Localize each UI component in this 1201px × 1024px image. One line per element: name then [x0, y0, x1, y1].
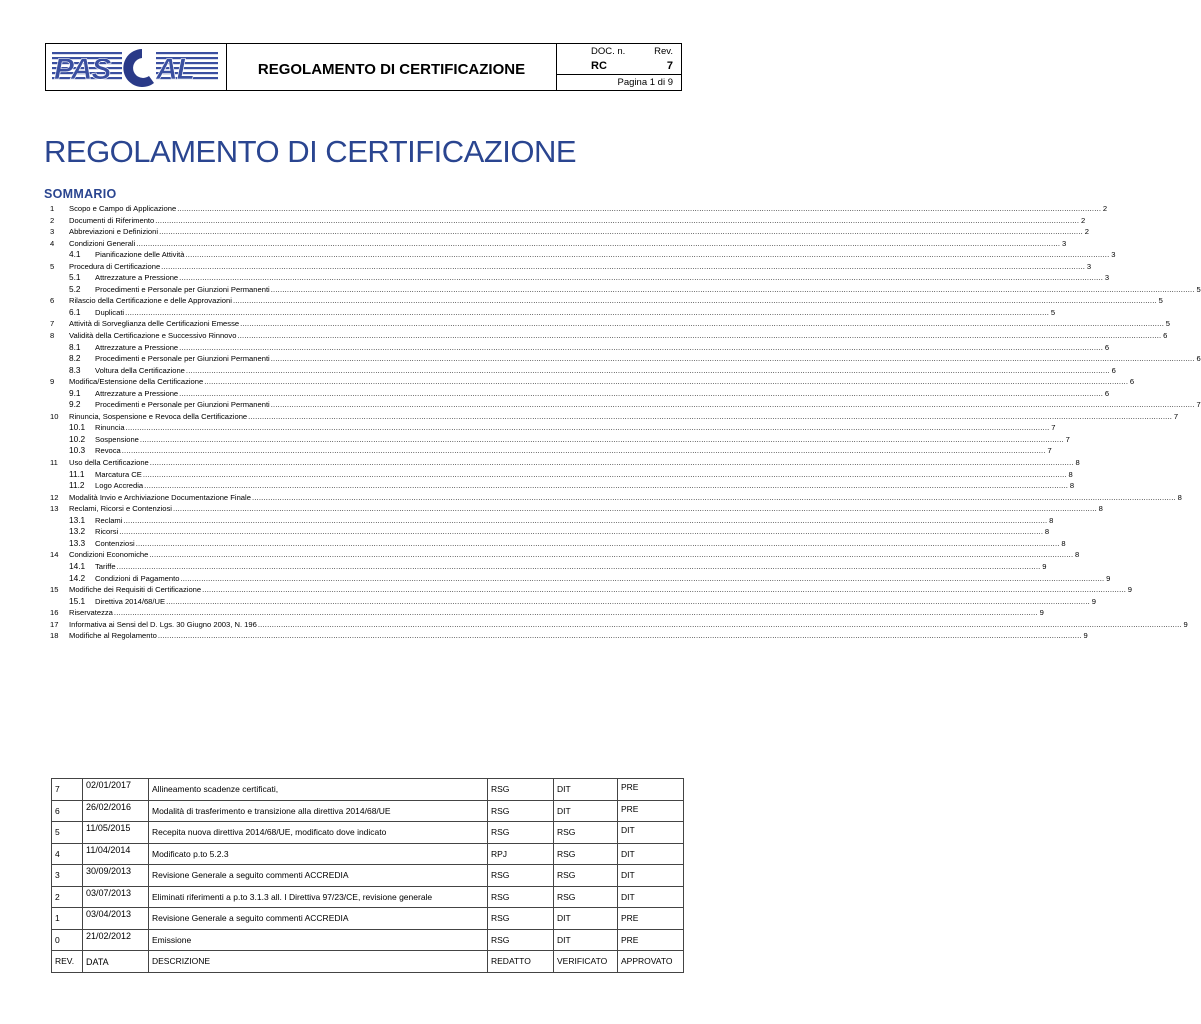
toc-entry-page: 2: [1102, 204, 1108, 213]
toc-entry-number: 6.1: [69, 306, 81, 317]
toc-entry-title: Logo Accredia: [95, 481, 144, 491]
revision-date: 02/01/2017: [83, 779, 149, 801]
revision-number-header: REV.: [52, 951, 83, 973]
revision-date-header: DATA: [83, 951, 149, 973]
svg-text:AL: AL: [156, 53, 194, 86]
revision-approver: DIT: [618, 865, 684, 887]
toc-entry[interactable]: [50, 630, 1088, 642]
toc-entry-title: Condizioni di Pagamento: [95, 573, 180, 583]
revision-row: [52, 908, 684, 930]
toc-entry[interactable]: [50, 422, 1056, 434]
toc-entry-page: 6: [1104, 388, 1110, 398]
toc-entry[interactable]: [50, 457, 1080, 469]
toc-entry-page: 8: [1061, 538, 1066, 548]
toc-entry-number: 13.3: [69, 537, 86, 548]
toc-entry-page: 9: [1042, 561, 1047, 571]
toc-leader-dots: ................................................................................................................................................................................................................................................................................................................................................................................................................: [240, 319, 1165, 329]
toc-entry-page: 6: [1196, 354, 1201, 364]
revision-number: 6: [52, 800, 83, 822]
toc-entry-title: Direttiva 2014/68/UE: [95, 596, 166, 606]
toc-entry-number: 14.1: [69, 560, 86, 571]
toc-entry-title: Marcatura CE: [95, 469, 142, 479]
revision-verifier: DIT: [554, 908, 618, 930]
revision-row: [52, 886, 684, 908]
toc-entry-number: 14.2: [69, 572, 86, 583]
toc-entry-page: 9: [1183, 619, 1188, 629]
toc-entry-page: 8: [1075, 550, 1080, 560]
revision-author: RSG: [488, 908, 554, 930]
toc-leader-dots: ................................................................................................................................................................................................................................................................................................................................................................................................................: [144, 481, 1069, 491]
toc-leader-dots: ................................................................................................................................................................................................................................................................................................................................................................................................................: [179, 388, 1104, 398]
revision-row: [52, 865, 684, 887]
toc-leader-dots: ................................................................................................................................................................................................................................................................................................................................................................................................................: [179, 342, 1104, 352]
toc-entry-number: 3: [50, 227, 55, 237]
revision-author: RSG: [488, 822, 554, 844]
toc-leader-dots: ................................................................................................................................................................................................................................................................................................................................................................................................................: [135, 538, 1060, 548]
revision-verifier-header: VERIFICATO: [554, 951, 618, 973]
toc-entry-title: Revoca: [95, 446, 121, 456]
toc-leader-dots: ................................................................................................................................................................................................................................................................................................................................................................................................................: [270, 354, 1195, 364]
toc-leader-dots: ................................................................................................................................................................................................................................................................................................................................................................................................................: [136, 238, 1061, 248]
toc-entry-page: 6: [1163, 331, 1168, 341]
toc-entry-title: Rinuncia, Sospensione e Revoca della Certificazione: [69, 411, 248, 421]
toc-entry[interactable]: [50, 492, 1182, 504]
revision-row: [52, 843, 684, 865]
toc-entry-number: 8.1: [69, 341, 81, 352]
toc-leader-dots: ................................................................................................................................................................................................................................................................................................................................................................................................................: [248, 411, 1173, 421]
toc-leader-dots: ................................................................................................................................................................................................................................................................................................................................................................................................................: [139, 434, 1064, 444]
toc-entry-title: Reclami, Ricorsi e Contenziosi: [69, 504, 172, 514]
toc-leader-dots: ................................................................................................................................................................................................................................................................................................................................................................................................................: [149, 458, 1074, 468]
toc-entry-number: 14: [50, 550, 59, 560]
toc-entry-title: Rinuncia: [95, 423, 125, 433]
toc-entry[interactable]: [50, 607, 1044, 619]
doc-meta: [557, 44, 681, 90]
toc-entry-page: 8: [1075, 458, 1080, 468]
toc-entry-number: 10.3: [69, 445, 86, 456]
revision-description: Modificato p.to 5.2.3: [149, 843, 488, 865]
toc-entry-title: Documenti di Riferimento: [69, 215, 155, 225]
toc-entry-page: 8: [1068, 469, 1073, 479]
revision-verifier: RSG: [554, 886, 618, 908]
toc-entry[interactable]: [50, 318, 1171, 330]
toc-entry-number: 15: [50, 585, 59, 595]
revision-date: 11/04/2014: [83, 843, 149, 865]
toc-entry[interactable]: [50, 387, 1110, 400]
toc-entry[interactable]: [50, 433, 1070, 446]
toc-entry-title: Attrezzature a Pressione: [95, 273, 179, 283]
revision-approver: PRE: [618, 800, 684, 822]
revision-date: 30/09/2013: [83, 865, 149, 887]
document-header: [45, 43, 682, 91]
revision-number: 5: [52, 822, 83, 844]
revision-author: RSG: [488, 929, 554, 951]
toc-entry[interactable]: [50, 295, 1163, 307]
toc-entry-number: 7: [50, 319, 55, 329]
toc-entry[interactable]: [50, 306, 1056, 319]
toc-entry-number: 5.1: [69, 272, 81, 283]
toc-entry-title: Modifiche dei Requisiti di Certificazione: [69, 585, 202, 595]
toc-entry-title: Reclami: [95, 515, 123, 525]
toc-entry[interactable]: [50, 203, 1108, 215]
toc-entry-number: 8.2: [69, 353, 81, 364]
toc-entry-number: 13: [50, 504, 59, 514]
toc-entry-number: 8: [50, 331, 55, 341]
toc-leader-dots: ................................................................................................................................................................................................................................................................................................................................................................................................................: [172, 504, 1097, 514]
revision-approver-header: APPROVATO: [618, 951, 684, 973]
toc-entry[interactable]: [50, 468, 1073, 481]
toc-entry-number: 4.1: [69, 249, 81, 260]
revision-author: RSG: [488, 800, 554, 822]
toc-entry[interactable]: [50, 272, 1110, 284]
revision-date: 11/05/2015: [83, 822, 149, 844]
toc-entry[interactable]: [50, 399, 1201, 411]
toc-entry[interactable]: [50, 364, 1116, 377]
toc-entry-title: Riservatezza: [69, 608, 113, 618]
doc-number-label: DOC. n.: [591, 45, 626, 57]
revision-number: 3: [52, 865, 83, 887]
revision-description: Allineamento scadenze certificati,: [149, 779, 488, 801]
toc-leader-dots: ................................................................................................................................................................................................................................................................................................................................................................................................................: [270, 284, 1195, 294]
toc-entry-page: 2: [1084, 227, 1089, 237]
revision-number: 1: [52, 908, 83, 930]
toc-entry-page: 9: [1106, 573, 1111, 583]
revision-table: [51, 778, 684, 973]
toc-leader-dots: ................................................................................................................................................................................................................................................................................................................................................................................................................: [125, 307, 1050, 317]
toc-entry[interactable]: [50, 215, 1086, 227]
toc-entry[interactable]: [50, 549, 1080, 561]
revision-description: Eliminati riferimenti a p.to 3.1.3 all. I Direttiva 97/23/CE, revisione generale: [149, 886, 488, 908]
revision-description: Revisione Generale a seguito commenti ACCREDIA: [149, 908, 488, 930]
toc-entry-page: 9: [1127, 585, 1133, 595]
toc-entry[interactable]: [50, 572, 1111, 585]
toc-entry-page: 8: [1044, 527, 1050, 537]
toc-entry-page: 6: [1104, 342, 1110, 352]
toc-entry-page: 6: [1111, 365, 1116, 375]
toc-entry-page: 6: [1129, 377, 1135, 387]
revision-verifier: DIT: [554, 929, 618, 951]
toc-entry[interactable]: [50, 283, 1201, 296]
toc-leader-dots: ................................................................................................................................................................................................................................................................................................................................................................................................................: [161, 261, 1086, 271]
toc-entry-title: Modalità Invio e Archiviazione Documentazione Finale: [69, 492, 251, 502]
toc-entry-title: Procedimenti e Personale per Giunzioni Permanenti: [95, 354, 270, 364]
toc-entry[interactable]: [50, 526, 1050, 538]
revision-approver: PRE: [618, 929, 684, 951]
toc-leader-dots: ................................................................................................................................................................................................................................................................................................................................................................................................................: [185, 250, 1110, 260]
toc-entry-title: Uso della Certificazione: [69, 458, 149, 468]
toc-entry-number: 18: [50, 631, 59, 641]
toc-leader-dots: ................................................................................................................................................................................................................................................................................................................................................................................................................: [119, 527, 1044, 537]
revision-verifier: RSG: [554, 843, 618, 865]
toc-entry-title: Voltura della Certificazione: [95, 365, 185, 375]
toc-entry-title: Contenziosi: [95, 538, 135, 548]
toc-entry-page: 7: [1047, 446, 1052, 456]
toc-entry-number: 9.2: [69, 399, 81, 410]
toc-entry-page: 9: [1091, 596, 1096, 606]
page-title: REGOLAMENTO DI CERTIFICAZIONE: [44, 134, 577, 169]
toc-entry-page: 7: [1173, 411, 1179, 421]
toc-entry[interactable]: [50, 330, 1168, 342]
toc-entry-number: 10.2: [69, 433, 86, 444]
toc-entry-page: 8: [1177, 492, 1182, 502]
revision-verifier: RSG: [554, 822, 618, 844]
toc-entry-page: 5: [1196, 284, 1201, 294]
toc-entry-page: 7: [1065, 434, 1070, 444]
toc-entry-number: 17: [50, 619, 59, 629]
toc-leader-dots: ................................................................................................................................................................................................................................................................................................................................................................................................................: [113, 608, 1038, 618]
toc-entry-number: 13.2: [69, 526, 86, 537]
revision-verifier: RSG: [554, 865, 618, 887]
toc-leader-dots: ................................................................................................................................................................................................................................................................................................................................................................................................................: [121, 446, 1046, 456]
toc-entry-number: 9.1: [69, 387, 81, 398]
toc-entry-number: 9: [50, 377, 55, 387]
toc-leader-dots: ................................................................................................................................................................................................................................................................................................................................................................................................................: [149, 550, 1074, 560]
toc-entry-page: 5: [1050, 307, 1056, 317]
toc-entry[interactable]: [50, 249, 1116, 261]
toc-entry-title: Duplicati: [95, 307, 125, 317]
revision-approver: DIT: [618, 886, 684, 908]
revision-description: Revisione Generale a seguito commenti ACCREDIA: [149, 865, 488, 887]
toc-entry[interactable]: [50, 261, 1092, 273]
revision-description-header: DESCRIZIONE: [149, 951, 488, 973]
toc-entry[interactable]: [50, 560, 1047, 573]
toc-entry-number: 8.3: [69, 364, 81, 375]
toc-entry[interactable]: [50, 537, 1066, 550]
revision-verifier: DIT: [554, 800, 618, 822]
toc-entry-title: Attrezzature a Pressione: [95, 342, 179, 352]
toc-entry-number: 1: [50, 204, 55, 213]
toc-leader-dots: ................................................................................................................................................................................................................................................................................................................................................................................................................: [142, 469, 1067, 479]
doc-number-value: RC: [591, 60, 607, 72]
revision-author: RPJ: [488, 843, 554, 865]
revision-row: [52, 929, 684, 951]
toc-entry-title: Condizioni Generali: [69, 238, 136, 248]
toc-leader-dots: ................................................................................................................................................................................................................................................................................................................................................................................................................: [180, 573, 1105, 583]
toc-entry-page: 3: [1104, 273, 1110, 283]
toc-entry[interactable]: [50, 480, 1075, 492]
toc-entry-page: 8: [1098, 504, 1103, 514]
revision-author: RSG: [488, 886, 554, 908]
revision-approver: PRE: [618, 908, 684, 930]
toc-entry-page: 5: [1158, 296, 1163, 306]
toc-entry[interactable]: [50, 595, 1096, 608]
revision-date: 03/04/2013: [83, 908, 149, 930]
logo-text: PAS: [54, 53, 111, 86]
toc-entry-number: 12: [50, 492, 59, 502]
toc-entry-page: 9: [1083, 631, 1088, 641]
toc-entry-page: 3: [1061, 238, 1067, 248]
toc-entry-page: 5: [1165, 319, 1171, 329]
toc-entry-title: Condizioni Economiche: [69, 550, 149, 560]
toc-entry-number: 15.1: [69, 595, 86, 606]
revision-description: Modalità di trasferimento e transizione alla direttiva 2014/68/UE: [149, 800, 488, 822]
toc-entry-number: 10: [50, 411, 59, 421]
toc-entry[interactable]: [50, 226, 1089, 238]
toc-entry-number: 2: [50, 215, 55, 225]
toc-entry-page: 3: [1086, 261, 1092, 271]
revision-number: 7: [52, 779, 83, 801]
toc-entry-title: Attività di Sorveglianza delle Certificazioni Emesse: [69, 319, 240, 329]
revision-approver: PRE: [618, 779, 684, 801]
toc-entry[interactable]: [50, 238, 1067, 250]
toc-entry-page: 9: [1039, 608, 1044, 618]
toc-entry-title: Procedimenti e Personale per Giunzioni Permanenti: [95, 400, 270, 410]
toc-entry-title: Modifica/Estensione della Certificazione: [69, 377, 204, 387]
toc-entry-page: 3: [1111, 250, 1116, 260]
toc-entry-title: Scopo e Campo di Applicazione: [69, 204, 177, 213]
toc-entry-page: 7: [1051, 423, 1056, 433]
revision-date: 21/02/2012: [83, 929, 149, 951]
toc-entry[interactable]: [50, 411, 1179, 423]
toc-entry[interactable]: [50, 341, 1110, 354]
toc-leader-dots: ................................................................................................................................................................................................................................................................................................................................................................................................................: [257, 619, 1182, 629]
toc-leader-dots: ................................................................................................................................................................................................................................................................................................................................................................................................................: [251, 492, 1176, 502]
table-of-contents: [50, 203, 1201, 642]
revision-row: [52, 779, 684, 801]
toc-leader-dots: ................................................................................................................................................................................................................................................................................................................................................................................................................: [270, 400, 1195, 410]
revision-number: 4: [52, 843, 83, 865]
toc-entry-title: Informativa ai Sensi del D. Lgs. 30 Giugno 2003, N. 196: [69, 619, 257, 629]
toc-entry[interactable]: [50, 514, 1054, 527]
page-info: Pagina 1 di 9: [617, 77, 673, 88]
revision-header-row: [52, 951, 684, 973]
toc-entry-title: Ricorsi: [95, 527, 119, 537]
toc-entry-title: Abbreviazioni e Definizioni: [69, 227, 159, 237]
toc-leader-dots: ................................................................................................................................................................................................................................................................................................................................................................................................................: [123, 515, 1048, 525]
toc-entry-page: 8: [1049, 515, 1054, 525]
toc-entry[interactable]: [50, 445, 1052, 457]
toc-entry[interactable]: [50, 619, 1188, 631]
toc-entry-page: 2: [1080, 215, 1086, 225]
revision-author: RSG: [488, 865, 554, 887]
toc-leader-dots: ................................................................................................................................................................................................................................................................................................................................................................................................................: [155, 215, 1080, 225]
revision-number: 0: [52, 929, 83, 951]
toc-leader-dots: ................................................................................................................................................................................................................................................................................................................................................................................................................: [177, 204, 1102, 213]
toc-entry-title: Tariffe: [95, 561, 116, 571]
toc-entry-number: 11: [50, 458, 58, 468]
revision-date: 26/02/2016: [83, 800, 149, 822]
toc-entry-page: 7: [1196, 400, 1201, 410]
toc-entry-number: 10.1: [69, 422, 86, 433]
toc-leader-dots: ................................................................................................................................................................................................................................................................................................................................................................................................................: [204, 377, 1129, 387]
revision-date: 03/07/2013: [83, 886, 149, 908]
revision-approver: DIT: [618, 822, 684, 844]
toc-entry-number: 6: [50, 296, 55, 306]
revision-author: RSG: [488, 779, 554, 801]
toc-entry-title: Attrezzature a Pressione: [95, 388, 179, 398]
toc-leader-dots: ................................................................................................................................................................................................................................................................................................................................................................................................................: [185, 365, 1110, 375]
toc-entry-title: Procedura di Certificazione: [69, 261, 161, 271]
revision-row: [52, 822, 684, 844]
toc-entry-number: 16: [50, 608, 59, 618]
toc-entry-number: 11.1: [69, 468, 85, 479]
toc-entry-title: Rilascio della Certificazione e delle Approvazioni: [69, 296, 232, 306]
toc-leader-dots: ................................................................................................................................................................................................................................................................................................................................................................................................................: [116, 561, 1041, 571]
toc-entry-number: 5.2: [69, 283, 81, 294]
toc-entry-page: 8: [1069, 481, 1075, 491]
pascal-logo-graphic: [46, 44, 226, 90]
toc-leader-dots: ................................................................................................................................................................................................................................................................................................................................................................................................................: [125, 423, 1050, 433]
header-title: REGOLAMENTO DI CERTIFICAZIONE: [227, 44, 557, 90]
toc-leader-dots: ................................................................................................................................................................................................................................................................................................................................................................................................................: [202, 585, 1127, 595]
toc-entry-number: 5: [50, 261, 55, 271]
toc-entry-title: Modifiche al Regolamento: [69, 631, 157, 641]
revision-approver: DIT: [618, 843, 684, 865]
toc-entry[interactable]: [50, 584, 1133, 596]
toc-entry-title: Sospensione: [95, 434, 139, 444]
toc-entry-number: 4: [50, 238, 55, 248]
toc-leader-dots: ................................................................................................................................................................................................................................................................................................................................................................................................................: [166, 596, 1090, 606]
revision-description: Emissione: [149, 929, 488, 951]
revision-label: Rev.: [654, 45, 673, 57]
toc-entry-title: Procedimenti e Personale per Giunzioni Permanenti: [95, 284, 270, 294]
toc-leader-dots: ................................................................................................................................................................................................................................................................................................................................................................................................................: [179, 273, 1104, 283]
revision-number: 2: [52, 886, 83, 908]
toc-entry-title: Validità della Certificazione e Successivo Rinnovo: [69, 331, 237, 341]
toc-entry[interactable]: [50, 503, 1103, 515]
revision-row: [52, 800, 684, 822]
revision-author-header: REDATTO: [488, 951, 554, 973]
toc-entry[interactable]: [50, 353, 1201, 365]
revision-value: 7: [666, 60, 673, 72]
toc-heading: SOMMARIO: [44, 187, 117, 201]
toc-leader-dots: ................................................................................................................................................................................................................................................................................................................................................................................................................: [157, 631, 1082, 641]
toc-leader-dots: ................................................................................................................................................................................................................................................................................................................................................................................................................: [159, 227, 1083, 237]
revision-verifier: DIT: [554, 779, 618, 801]
toc-leader-dots: ................................................................................................................................................................................................................................................................................................................................................................................................................: [232, 296, 1157, 306]
revision-description: Recepita nuova direttiva 2014/68/UE, modificato dove indicato: [149, 822, 488, 844]
company-logo: [46, 44, 227, 90]
toc-entry[interactable]: [50, 376, 1135, 388]
toc-entry-title: Pianificazione delle Attività: [95, 250, 185, 260]
toc-entry-number: 13.1: [69, 514, 86, 525]
toc-leader-dots: ................................................................................................................................................................................................................................................................................................................................................................................................................: [237, 331, 1162, 341]
toc-entry-number: 11.2: [69, 480, 85, 491]
